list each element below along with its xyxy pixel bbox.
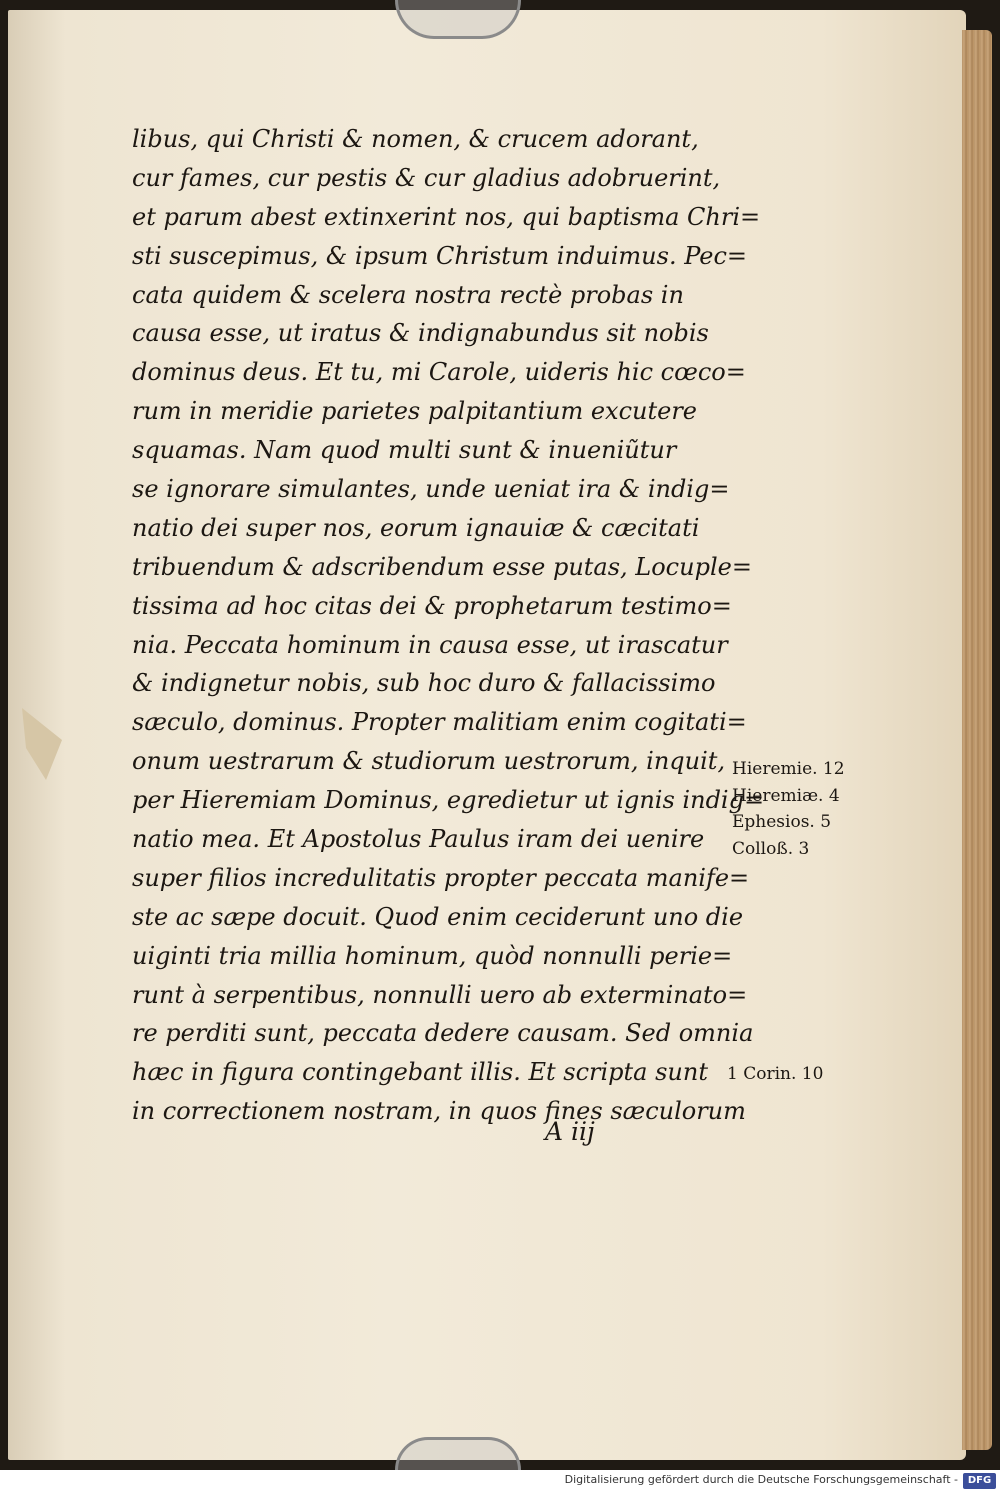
text-line: causa esse, ut iratus & indignabundus sit nobis	[132, 319, 709, 348]
text-line: runt à serpentibus, nonnulli uero ab exterminato=	[132, 980, 748, 1009]
text-line: squamas. Nam quod multi sunt & inueniũtur	[132, 436, 677, 465]
text-line: rum in meridie parietes palpitantium excutere	[132, 397, 697, 426]
text-line: cur fames, cur pestis & cur gladius adobruerint,	[132, 163, 721, 192]
text-line: hæc in figura contingebant illis. Et scripta sunt	[132, 1058, 708, 1087]
text-line: libus, qui Christi & nomen, & crucem adorant,	[132, 125, 699, 153]
text-line: dominus deus. Et tu, mi Carole, uideris hic cœco=	[132, 358, 746, 387]
top-clip	[395, 0, 521, 39]
funding-credit: Digitalisierung gefördert durch die Deutsche Forschungsgemeinschaft -	[564, 1473, 958, 1486]
marginal-note: Hieremie. 12	[732, 759, 845, 779]
text-line: ste ac sæpe docuit. Quod enim ceciderunt uno die	[132, 902, 744, 931]
body-text	[132, 120, 765, 1131]
text-line: nia. Peccata hominum in causa esse, ut irascatur	[132, 630, 728, 659]
text-line: natio mea. Et Apostolus Paulus iram dei uenire	[132, 825, 705, 854]
text-line: se ignorare simulantes, unde ueniat ira & indig=	[132, 475, 730, 504]
page-fore-edge	[962, 30, 992, 1450]
text-line: super filios incredulitatis propter peccata manife=	[132, 863, 750, 892]
text-line: re perditi sunt, peccata dedere causam. Sed omnia	[132, 1019, 754, 1048]
marginal-note: Hieremiæ. 4	[732, 785, 840, 806]
text-line: tribuendum & adscribendum esse putas, Locuple=	[132, 552, 752, 581]
text-line: natio dei super nos, eorum ignauiæ & cæcitati	[132, 513, 700, 542]
footer-bar	[0, 1470, 1000, 1493]
text-line: uiginti tria millia hominum, quòd nonnulli perie=	[132, 941, 733, 970]
text-line: in correctionem nostram, in quos fines sæculorum	[132, 1097, 746, 1126]
marginal-note: Colloß. 3	[732, 838, 810, 859]
marginal-note-corinthians: 1 Corin. 10	[727, 1064, 824, 1084]
text-line: sti suscepimus, & ipsum Christum induimus. Pec=	[132, 241, 748, 270]
dfg-logo: DFG	[963, 1473, 996, 1489]
text-line: tissima ad hoc citas dei & prophetarum testimo=	[132, 591, 732, 620]
bottom-clip	[395, 1437, 521, 1470]
text-line: cata quidem & scelera nostra rectè probas in	[132, 280, 684, 309]
text-line: per Hieremiam Dominus, egredietur ut ignis indig=	[132, 786, 765, 815]
text-line: & indignetur nobis, sub hoc duro & fallacissimo	[132, 669, 716, 698]
signature-mark: A iij	[545, 1117, 595, 1146]
marginal-note: Ephesios. 5	[732, 812, 832, 832]
text-line: sæculo, dominus. Propter malitiam enim cogitati=	[132, 708, 747, 737]
text-line: onum uestrarum & studiorum uestrorum, inquit,	[132, 747, 726, 776]
text-line: et parum abest extinxerint nos, qui baptisma Chri=	[132, 202, 761, 231]
marginal-notes	[732, 756, 847, 862]
